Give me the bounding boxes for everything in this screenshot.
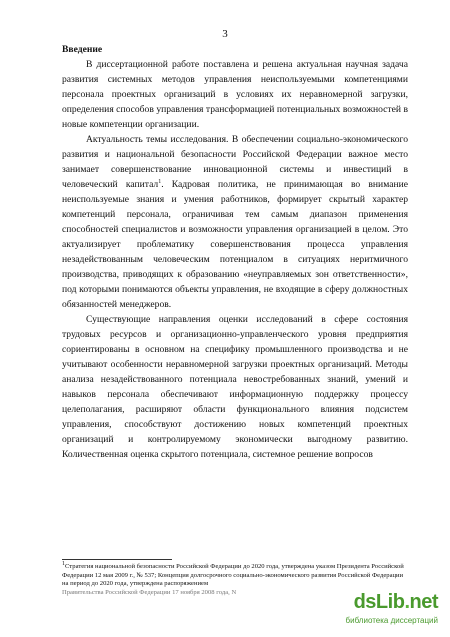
logo-dot: . (404, 591, 410, 613)
paragraph-2 (62, 132, 408, 312)
logo-main: dsLib (353, 591, 405, 613)
logo-tld: net (409, 591, 438, 613)
paragraph-2-text: Актуальность темы исследования. В обеспечении социально-экономического развития и национальной безопасности Российской Федерации важное место занимает совершенствование инновационной системы и инвестиций в человеческий капитал (62, 134, 408, 190)
footnote-number: 1 (62, 560, 65, 567)
body-text (62, 42, 408, 462)
watermark-subtitle: библиотека диссертаций (345, 616, 438, 625)
footnote-separator (62, 559, 172, 560)
paragraph-2-continuation: . Кадровая политика, не принимающая во внимание неиспользуемые знания и умения работников, формирует скрытый характер компетенций персонала, ограничивая тем самым диапазон применения способностей специалистов и возможности управления организацией в целом. Это актуализирует проблематику совершенствования процесса управления незадействованным человеческим потенциалом в ситуациях неритмичного производства, приводящих к образованию «неуправляемых зон ответственности», под которыми понимаются объекты управления, не входящие в сферу должностных обязанностей менеджеров. (62, 179, 408, 310)
watermark-logo (354, 591, 438, 614)
section-heading: Введение (62, 44, 103, 55)
paragraph-3: Существующие направления оценки исследований в сфере состояния трудовых ресурсов и организационно-управленческого уровня предприятия сориентированы в основном на специфику промышленного производства и не учитывают особенности неравномерной загрузки проектных организаций. Методы анализа незадействованного потенциала невостребованных знаний, умений и навыков персонала обеспечивают информационную поддержку процессу целеполагания, расширяют области функционального влияния подсистем управления, способствуют достижению новых компетенций проектных организаций и контролируемому экономически выгодному развитию. Количественная оценка скрытого потенциала, системное решение вопросов (62, 314, 408, 460)
watermark[interactable] (290, 591, 440, 631)
footnote-text-continued: Правительства Российской Федерации 17 ноября 2008 года, N (62, 588, 237, 596)
paragraph-1: В диссертационной работе поставлена и решена актуальная научная задача развития системных методов управления неиспользуемыми компетенциями персонала проектных организаций в условиях их неравномерной загрузки, определения способов управления трансформацией потенциальных возможностей в новые компетенции организации. (62, 59, 408, 130)
footnote-reference[interactable]: 1 (158, 178, 162, 185)
footnote-text: Стратегия национальной безопасности Российской Федерации до 2020 года, утверждена указом Президента Российской Федерации 12 мая 2009 г., № 537; Концепция долгосрочного социально-экономического развития Российской Федерации на период до 2020 года, утверждена распоряжением (62, 563, 404, 588)
page-number: 3 (222, 28, 228, 40)
